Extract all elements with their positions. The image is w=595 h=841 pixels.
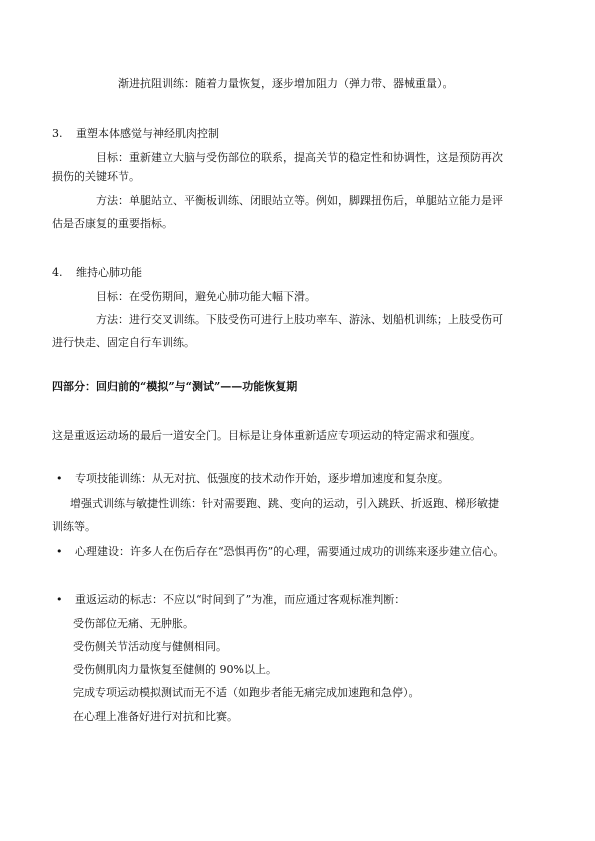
section-4-method-line-1: 方法：进行交叉训练。下肢受伤可进行上肢功率车、游泳、划船机训练；上肢受伤可: [96, 313, 503, 326]
part-4-heading: 四部分：回归前的“模拟”与“测试”——功能恢复期: [52, 380, 298, 393]
criterion-3: 受伤侧肌肉力量恢复至健侧的 90%以上。: [73, 663, 277, 676]
bullet-psychology: 心理建设：许多人在伤后存在“恐惧再伤”的心理，需要通过成功的训练来逐步建立信心。: [75, 545, 505, 558]
section-3-method-line-2: 估是否康复的重要指标。: [52, 217, 173, 230]
plyometric-line-2: 训练等。: [52, 520, 96, 533]
section-3-goal-line-1: 目标：重新建立大脑与受伤部位的联系，提高关节的稳定性和协调性，这是预防再次: [96, 151, 503, 164]
section-3-method-line-1: 方法：单腿站立、平衡板训练、闭眼站立等。例如，脚踝扭伤后，单腿站立能力是评: [96, 194, 503, 207]
bullet-marker: •: [56, 545, 63, 558]
bullet-skill-training: 专项技能训练：从无对抗、低强度的技术动作开始，逐步增加速度和复杂度。: [75, 472, 449, 485]
bullet-return-criteria: 重返运动的标志：不应以“时间到了”为准，而应通过客观标准判断：: [75, 593, 406, 606]
section-3-number: 3.: [52, 127, 63, 140]
section-4-goal: 目标：在受伤期间，避免心肺功能大幅下滑。: [96, 290, 316, 303]
section-4-number: 4.: [52, 266, 63, 279]
section-3-title: 重塑本体感觉与神经肌肉控制: [76, 127, 219, 140]
criterion-2: 受伤侧关节活动度与健侧相同。: [73, 640, 227, 653]
plyometric-line-1: 增强式训练与敏捷性训练：针对需要跑、跳、变向的运动，引入跳跃、折返跑、梯形敏捷: [70, 497, 499, 510]
bullet-marker: •: [56, 472, 63, 485]
criterion-1: 受伤部位无痛、无肿胀。: [73, 617, 194, 630]
section-4-method-line-2: 进行快走、固定自行车训练。: [52, 336, 195, 349]
criterion-4: 完成专项运动模拟测试而无不适（如跑步者能无痛完成加速跑和急停）。: [73, 686, 420, 699]
part-4-intro: 这是重返运动场的最后一道安全门。目标是让身体重新适应专项运动的特定需求和强度。: [52, 429, 481, 442]
progressive-resistance-line: 渐进抗阻训练：随着力量恢复，逐步增加阻力（弹力带、器械重量）。: [118, 77, 454, 90]
section-4-title: 维持心肺功能: [76, 266, 142, 279]
bullet-marker: •: [56, 593, 63, 606]
criterion-5: 在心理上准备好进行对抗和比赛。: [73, 710, 238, 723]
section-3-goal-line-2: 损伤的关键环节。: [52, 170, 140, 183]
